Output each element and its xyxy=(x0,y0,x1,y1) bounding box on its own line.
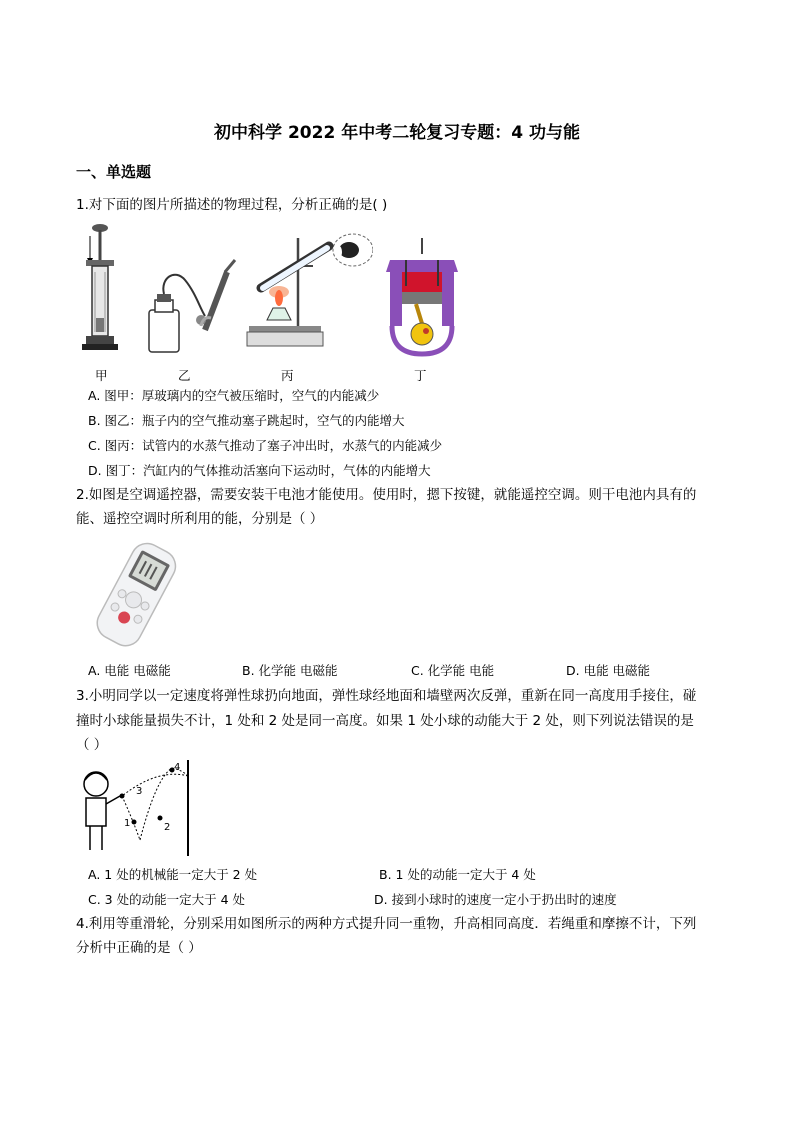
q2-stem-line1: 2.如图是空调遥控器，需要安装干电池才能使用。使用时，摁下按键，就能遥控空调。则干电池内具有的 xyxy=(76,487,697,503)
page-title: 初中科学 2022 年中考二轮复习专题：4 功与能 xyxy=(214,123,580,143)
q2-option-d: D. 电能 电磁能 xyxy=(566,663,651,678)
q1-option-d: D. 图丁：汽缸内的气体推动活塞向下运动时，气体的内能增大 xyxy=(88,463,431,478)
q3-stem-line1: 3.小明同学以一定速度将弹性球扔向地面，弹性球经地面和墙壁两次反弹，重新在同一高度用手接住，碰 xyxy=(76,688,697,704)
q3-option-a: A. 1 处的机械能一定大于 2 处 xyxy=(88,867,258,882)
q3-stem-line2: 撞时小球能量损失不计，1 处和 2 处是同一高度。如果 1 处小球的动能大于 2 处，则下列说法错误的是 xyxy=(76,713,694,729)
q3-label-2: 2 xyxy=(164,822,171,833)
q1-caption-jia: 甲 xyxy=(95,368,108,383)
q1-option-b: B. 图乙：瓶子内的空气推动塞子跳起时，空气的内能增大 xyxy=(88,413,405,428)
q1-figure-ding xyxy=(382,236,462,358)
q3-label-4: 4 xyxy=(174,762,181,773)
q3-ball-bounce-figure xyxy=(76,758,194,858)
q1-option-c: C. 图丙：试管内的水蒸气推动了塞子冲出时，水蒸气的内能减少 xyxy=(88,438,443,453)
q3-stem-line3: （ ） xyxy=(76,737,108,753)
q4-stem-line2: 分析中正确的是（ ） xyxy=(76,940,202,956)
q1-figure-yi xyxy=(145,258,240,356)
q3-label-3: 3 xyxy=(136,786,143,797)
q2-option-c: C. 化学能 电能 xyxy=(411,663,495,678)
q2-option-a: A. 电能 电磁能 xyxy=(88,663,171,678)
q3-option-c: C. 3 处的动能一定大于 4 处 xyxy=(88,892,246,907)
q4-stem-line1: 4.利用等重滑轮，分别采用如图所示的两种方式提升同一重物，升高相同高度．若绳重和摩擦不计，下列 xyxy=(76,916,697,932)
q2-option-b: B. 化学能 电磁能 xyxy=(242,663,338,678)
q1-figure-jia xyxy=(80,222,120,357)
q1-figure-bing xyxy=(243,228,373,353)
q1-option-a: A. 图甲：厚玻璃内的空气被压缩时，空气的内能减少 xyxy=(88,388,380,403)
q3-option-b: B. 1 处的动能一定大于 4 处 xyxy=(379,867,536,882)
q1-caption-bing: 丙 xyxy=(281,368,294,383)
q3-label-1: 1 xyxy=(124,818,131,829)
q1-caption-ding: 丁 xyxy=(414,368,427,383)
q2-stem-line2: 能、遥控空调时所利用的能，分别是（ ） xyxy=(76,511,324,527)
q1-caption-yi: 乙 xyxy=(178,368,191,383)
q3-option-d: D. 接到小球时的速度一定小于扔出时的速度 xyxy=(374,892,617,907)
section-heading: 一、单选题 xyxy=(76,163,152,181)
q2-remote-control-figure xyxy=(80,540,190,650)
q1-stem: 1.对下面的图片所描述的物理过程，分析正确的是( ) xyxy=(76,197,388,213)
